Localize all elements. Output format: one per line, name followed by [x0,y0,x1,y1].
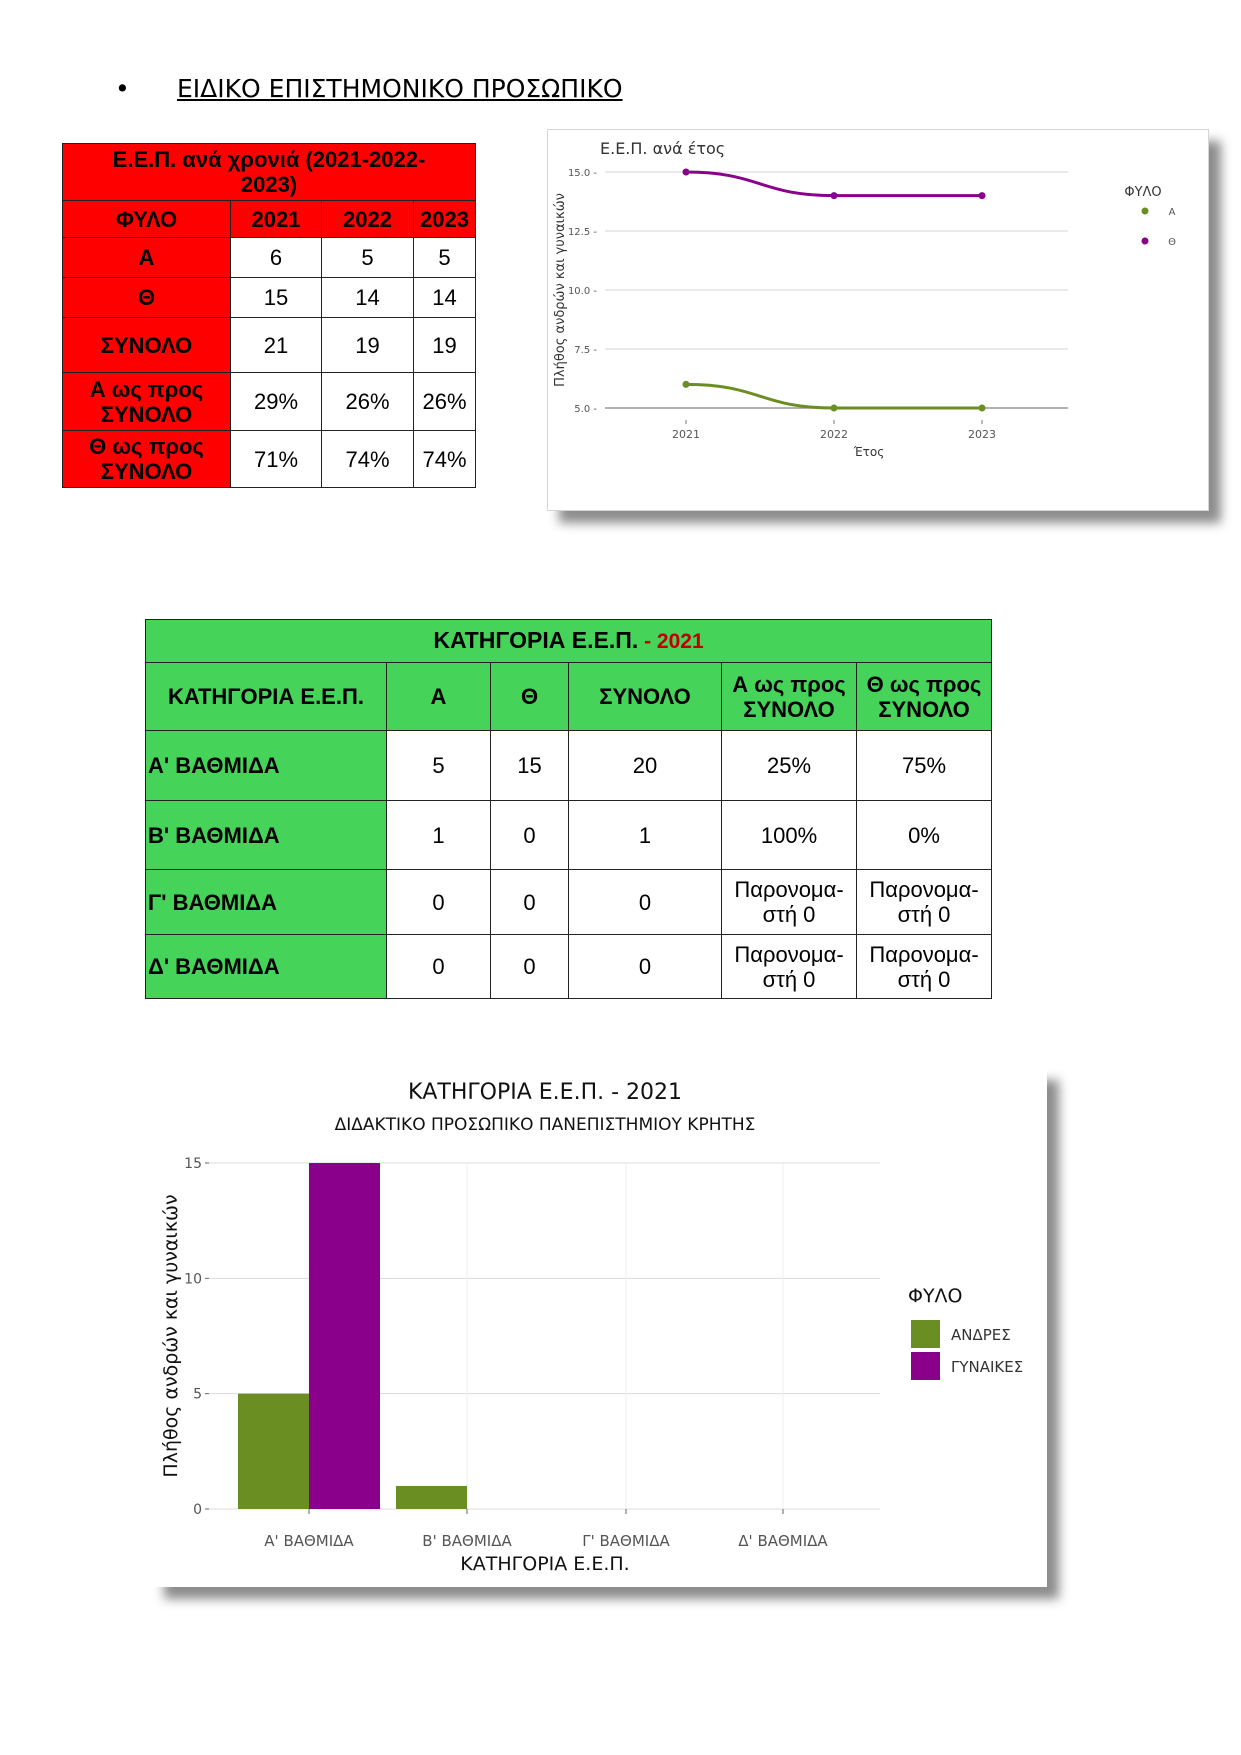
y-tick-label: 0 [193,1502,202,1518]
x-tick-label: Γ' ΒΑΘΜΙΔΑ [582,1532,670,1550]
header-cell: Θ ως προς ΣΥΝΟΛΟ [857,663,992,731]
cell: 19 [322,318,414,373]
header-cell: Α ως προς ΣΥΝΟΛΟ [722,663,857,731]
table-row [63,373,476,431]
data-point [683,381,690,388]
header-cell: ΚΑΤΗΓΟΡΙΑ Ε.Ε.Π. [146,663,387,731]
x-tick-label: 2023 [968,428,996,441]
cell: 19 [414,318,476,373]
cell: Παρονομα-στή 0 [857,935,992,999]
cell: Παρονομα-στή 0 [722,870,857,935]
y-tick-label: 10.0 - [567,286,597,297]
cell: 0 [491,801,569,870]
header-cell: 2022 [322,201,414,238]
x-tick-label: Δ' ΒΑΘΜΙΔΑ [738,1532,828,1550]
cell: 20 [569,731,722,801]
header-cell: Α [387,663,491,731]
x-tick-label: Α' ΒΑΘΜΙΔΑ [264,1532,354,1550]
y-tick-label: 15 [184,1156,202,1172]
cell: 0% [857,801,992,870]
cell: 5 [414,238,476,278]
cell: 21 [231,318,322,373]
table-per-year [62,143,476,488]
bar [238,1394,309,1509]
y-tick-label: 5 [193,1386,202,1403]
table-row [63,431,476,488]
cell: 0 [387,870,491,935]
bar [396,1486,467,1509]
data-point [979,192,986,199]
y-axis-label: Πλήθος ανδρών και γυναικών [160,1194,182,1478]
cell: 14 [322,278,414,318]
cell: Παρονομα-στή 0 [722,935,857,999]
table-row [63,318,476,373]
series-line [686,172,982,196]
legend-swatch [911,1320,940,1348]
data-point [683,169,690,176]
x-tick-label: 2021 [672,428,700,441]
y-tick-label: 5.0 - [574,404,597,415]
legend-label: ΑΝΔΡΕΣ [951,1326,1011,1344]
cell: 75% [857,731,992,801]
cell: 29% [231,373,322,431]
cell: 5 [322,238,414,278]
cell: Παρονομα-στή 0 [857,870,992,935]
cell: 15 [231,278,322,318]
table-title: Ε.Ε.Π. ανά χρονιά (2021-2022-2023) [63,144,476,201]
chart-title: Ε.Ε.Π. ανά έτος [600,139,726,158]
legend-title: ΦΥΛΟ [1124,185,1162,200]
series-line [686,384,982,408]
table-title-year: - 2021 [638,630,704,653]
cell: 0 [569,935,722,999]
heading-text: ΕΙΔΙΚΟ ΕΠΙΣΤΗΜΟΝΙΚΟ ΠΡΟΣΩΠΙΚΟ [177,74,623,103]
legend-label: Θ [1168,237,1176,248]
header-cell: ΦΥΛΟ [63,201,231,238]
chart-title: ΚΑΤΗΓΟΡΙΑ Ε.Ε.Π. - 2021 [407,1080,683,1105]
legend-label: Α [1168,207,1176,218]
header-cell: Θ [491,663,569,731]
table-row [146,935,992,999]
cell: 74% [414,431,476,488]
legend-label: ΓΥΝΑΙΚΕΣ [951,1358,1024,1376]
cell: 6 [231,238,322,278]
cell: 15 [491,731,569,801]
cell: 26% [414,373,476,431]
cell: 26% [322,373,414,431]
header-cell: ΣΥΝΟΛΟ [569,663,722,731]
table-title [146,620,992,663]
line-chart-card [547,129,1209,511]
bullet: • [115,74,130,103]
chart-subtitle: ΔΙΔΑΚΤΙΚΟ ΠΡΟΣΩΠΙΚΟ ΠΑΝΕΠΙΣΤΗΜΙΟΥ ΚΡΗΤΗΣ [334,1115,756,1135]
cell: 71% [231,431,322,488]
bar-chart [152,1068,1047,1587]
table-title-text: ΚΑΤΗΓΟΡΙΑ Ε.Ε.Π. [433,627,639,653]
cell: 5 [387,731,491,801]
header-cell: 2021 [231,201,322,238]
row-label: Θ [63,278,231,318]
cell: 1 [569,801,722,870]
cell: 0 [491,870,569,935]
bar [309,1163,380,1509]
table-row [146,731,992,801]
x-tick-label: Β' ΒΑΘΜΙΔΑ [422,1532,512,1550]
cell: 0 [491,935,569,999]
table-row [63,238,476,278]
cell: 74% [322,431,414,488]
row-label: Α [63,238,231,278]
row-label: Γ' ΒΑΘΜΙΔΑ [146,870,387,935]
cell: 0 [569,870,722,935]
table-row [146,801,992,870]
legend-swatch [1142,238,1149,245]
y-tick-label: 7.5 - [574,345,597,356]
y-tick-label: 10 [184,1271,202,1288]
row-label: Δ' ΒΑΘΜΙΔΑ [146,935,387,999]
cell: 25% [722,731,857,801]
y-axis-label: Πλήθος ανδρών και γυναικών [553,193,568,387]
cell: 14 [414,278,476,318]
data-point [831,192,838,199]
cell: 100% [722,801,857,870]
x-axis-label: ΚΑΤΗΓΟΡΙΑ Ε.Ε.Π. [460,1553,630,1575]
row-label: Β' ΒΑΘΜΙΔΑ [146,801,387,870]
legend-title: ΦΥΛΟ [908,1285,963,1307]
table-category [145,619,992,999]
row-label: Θ ως προς ΣΥΝΟΛΟ [63,431,231,488]
cell: 1 [387,801,491,870]
line-chart [548,130,1208,510]
row-label: ΣΥΝΟΛΟ [63,318,231,373]
x-tick-label: 2022 [820,428,848,441]
data-point [831,405,838,412]
row-label: Α' ΒΑΘΜΙΔΑ [146,731,387,801]
cell: 0 [387,935,491,999]
row-label: Α ως προς ΣΥΝΟΛΟ [63,373,231,431]
y-tick-label: 12.5 - [567,227,597,238]
data-point [979,405,986,412]
bar-chart-card [152,1068,1047,1587]
header-cell: 2023 [414,201,476,238]
y-tick-label: 15.0 - [567,168,597,179]
legend-swatch [1142,208,1149,215]
legend-swatch [911,1352,940,1380]
table-row [146,870,992,935]
table-row [63,278,476,318]
x-axis-label: Έτος [853,445,885,459]
